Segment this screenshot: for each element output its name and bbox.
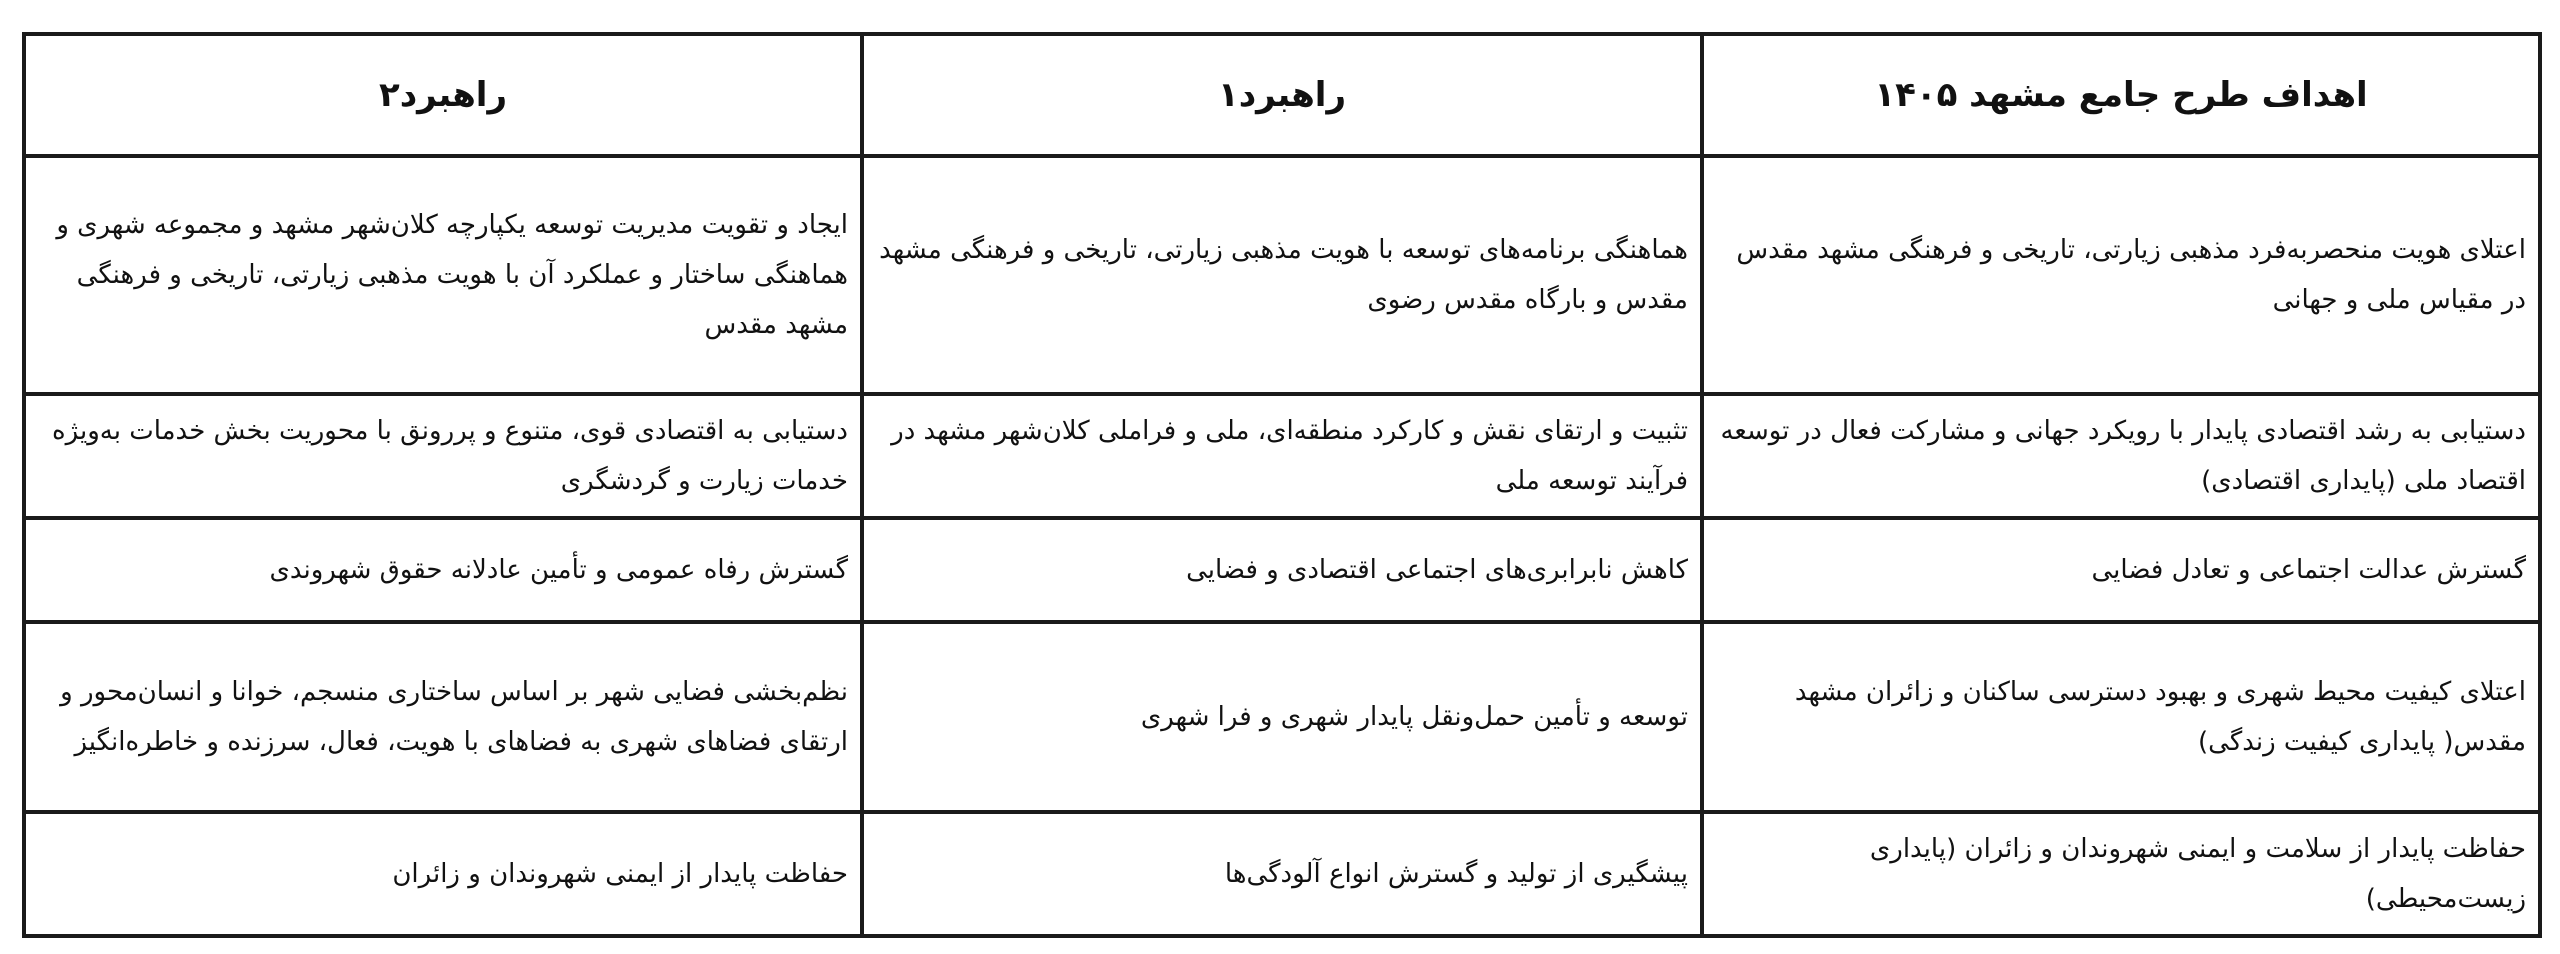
table-row <box>24 156 2540 394</box>
strategy-1-cell: پیشگیری از تولید و گسترش انواع آلودگی‌ها <box>862 812 1702 936</box>
table-row <box>24 394 2540 518</box>
header-goals: اهداف طرح جامع مشهد ۱۴۰۵ <box>1702 34 2540 156</box>
strategy-table <box>22 32 2542 938</box>
table-header-row <box>24 34 2540 156</box>
strategy-2-cell: حفاظت پایدار از ایمنی شهروندان و زائران <box>24 812 862 936</box>
table-row <box>24 622 2540 812</box>
header-strategy-2: راهبرد۲ <box>24 34 862 156</box>
strategy-2-cell: گسترش رفاه عمومی و تأمین عادلانه حقوق شهروندی <box>24 518 862 622</box>
strategy-1-cell: تثبیت و ارتقای نقش و کارکرد منطقه‌ای، ملی و فراملی کلان‌شهر مشهد در فرآیند توسعه ملی <box>862 394 1702 518</box>
table-row <box>24 518 2540 622</box>
table-row <box>24 812 2540 936</box>
strategy-2-cell: دستیابی به اقتصادی قوی، متنوع و پررونق با محوریت بخش خدمات به‌ویژه خدمات زیارت و گردشگری <box>24 394 862 518</box>
goal-cell: اعتلای کیفیت محیط شهری و بهبود دسترسی ساکنان و زائران مشهد مقدس( پایداری کیفیت زندگی) <box>1702 622 2540 812</box>
goal-cell: دستیابی به رشد اقتصادی پایدار با رویکرد جهانی و مشارکت فعال در توسعه اقتصاد ملی (پایداری اقتصادی) <box>1702 394 2540 518</box>
header-strategy-1: راهبرد۱ <box>862 34 1702 156</box>
strategy-1-cell: توسعه و تأمین حمل‌ونقل پایدار شهری و فرا شهری <box>862 622 1702 812</box>
goal-cell: گسترش عدالت اجتماعی و تعادل فضایی <box>1702 518 2540 622</box>
strategy-1-cell: هماهنگی برنامه‌های توسعه با هویت مذهبی زیارتی، تاریخی و فرهنگی مشهد مقدس و بارگاه مقدس رضوی <box>862 156 1702 394</box>
strategy-2-cell: نظم‌بخشی فضایی شهر بر اساس ساختاری منسجم، خوانا و انسان‌محور و ارتقای فضاهای شهری به فضاهای با هویت، فعال، سرزنده و خاطره‌انگیز <box>24 622 862 812</box>
goal-cell: حفاظت پایدار از سلامت و ایمنی شهروندان و زائران (پایداری زیست‌محیطی) <box>1702 812 2540 936</box>
strategy-2-cell: ایجاد و تقویت مدیریت توسعه یکپارچه کلان‌شهر مشهد و مجموعه شهری و هماهنگی ساختار و عملکرد آن با هویت مذهبی زیارتی، تاریخی و فرهنگی مشهد مقدس <box>24 156 862 394</box>
strategy-1-cell: کاهش نابرابری‌های اجتماعی اقتصادی و فضایی <box>862 518 1702 622</box>
goal-cell: اعتلای هویت منحصربه‌فرد مذهبی زیارتی، تاریخی و فرهنگی مشهد مقدس در مقیاس ملی و جهانی <box>1702 156 2540 394</box>
strategy-table-container <box>22 32 2538 938</box>
